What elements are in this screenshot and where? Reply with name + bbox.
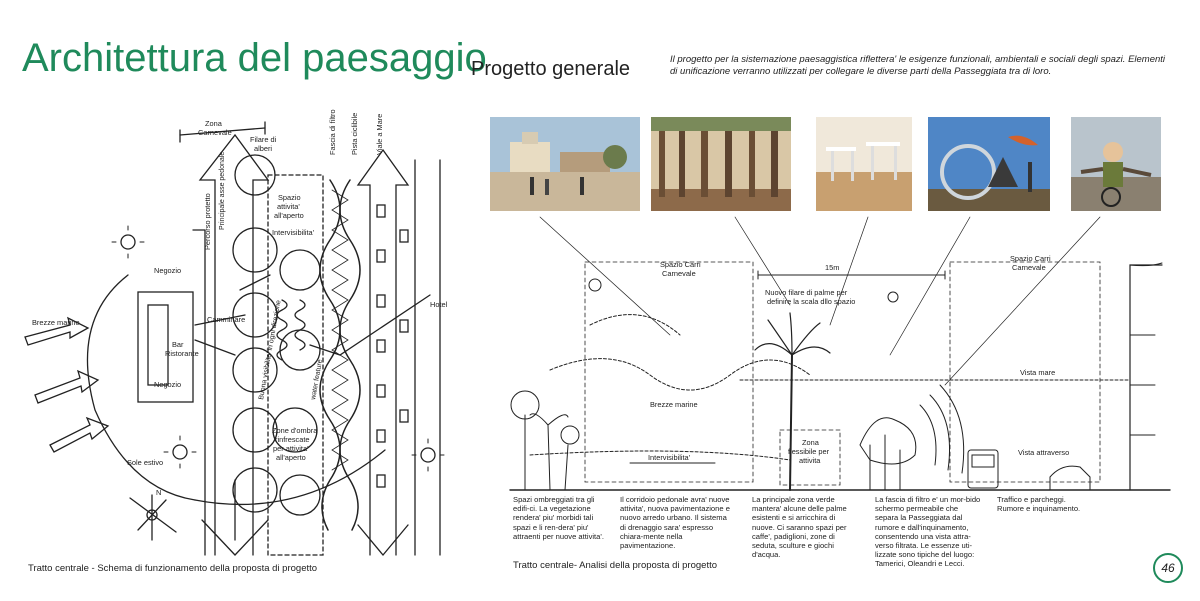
label-brezze: Brezze marine (650, 400, 698, 409)
label-nuovo-filare-2: definire la scala dllo spazio (767, 297, 856, 306)
note-1: Spazi ombreggiati tra gli edifi-ci. La vegetazione rendera' piu' morbidi tali spazi e li ren-dera' piu' attraenti per nuove attivita'. (513, 495, 604, 541)
label-carri-left-2: Carnevale (662, 269, 696, 278)
label-water: water feature (310, 358, 325, 401)
sun-icon (589, 279, 601, 291)
photo-cafe (816, 117, 912, 211)
photo-palms (651, 117, 791, 211)
plan-caption: Tratto centrale - Schema di funzionamento della proposta di progetto (28, 563, 318, 574)
label-alberi: alberi (254, 144, 273, 153)
label-hotel: Hotel (430, 300, 448, 309)
photo-bicycle (1071, 117, 1161, 211)
label-carri-right-1: Spazio Carri (1010, 254, 1051, 263)
label-ombra-4: all'aperto (276, 453, 306, 462)
label-vista-mare: Vista mare (1020, 368, 1056, 377)
label-spazio: Spazio (278, 193, 301, 202)
label-carri-left-1: Spazio Carri (660, 260, 701, 269)
label-attivita: attivita (799, 456, 821, 465)
label-attivita: attivita' (277, 202, 300, 211)
filter-vegetation (860, 418, 916, 464)
label-sole: Sole estivo (127, 458, 164, 467)
label-bar: Bar (172, 340, 184, 349)
label-camminare: Camminare (207, 315, 246, 324)
label-filare: Filare di (250, 135, 277, 144)
photo-sculpture (928, 117, 1050, 211)
section-caption: Tratto centrale- Analisi della proposta di progetto (513, 560, 718, 571)
label-nord: N (156, 488, 162, 497)
label-intervisibilita: Intervisibilita' (648, 453, 691, 462)
label-negozio-top: Negozio (154, 266, 182, 275)
label-ombra-1: Zone d'ombra (272, 426, 318, 435)
plan-sketch (10, 100, 480, 560)
label-zona: Zona (802, 438, 819, 447)
label-brezze: Brezze marine (32, 318, 80, 327)
building-right (1130, 265, 1162, 490)
palm-trunk (790, 355, 792, 490)
page-subtitle: Progetto generale (471, 58, 631, 80)
note-5: Traffico e parcheggi. Rumore e inquinamento. (997, 495, 1081, 514)
label-percorso: Percorso protetto (203, 193, 212, 250)
label-carnevale: Carnevale (198, 128, 232, 137)
page-number: 46 (1153, 553, 1183, 583)
label-ombra-2: rinfrescate (275, 435, 310, 444)
carnival-frame-left (585, 262, 753, 482)
note-4: La fascia di filtro e' un mor-bido schermo permeabile che separa la Passeggiata dal rumore e dall'inquinamento, consentendo una vista attra-verso filtrata. Le essenze uti-lizzate sono tipiche del luogo: Tamerici, Oleandri e Lecci. (875, 495, 981, 569)
photo-street (490, 117, 640, 211)
label-aperto: all'aperto (274, 211, 304, 220)
label-negozio-bottom: Negozio (154, 380, 182, 389)
label-flessibile: flessibile per (788, 447, 830, 456)
label-fascia: Fascia di filtro (328, 109, 337, 155)
label-ombra-3: per attivita' (273, 444, 309, 453)
label-15m: 15m (825, 263, 840, 272)
label-viale: Viale a Mare (375, 113, 384, 155)
label-intervisibilita: Intervisibilita' (272, 228, 315, 237)
sun-icon (121, 235, 135, 249)
label-visibilita: Buona visibilita' in ogni direzione (258, 299, 283, 401)
note-3: La principale zona verde mantera' alcune delle palme esistenti e si arricchira di nuove. Ci saranno spazi per caffe', padiglioni, zone di seduta, sculture e giochi d'acqua. (752, 495, 847, 560)
label-ristorante: Ristorante (165, 349, 199, 358)
car-icon (1050, 466, 1090, 490)
label-asse: Principale asse pedonale (219, 151, 226, 230)
label-carri-right-2: Carnevale (1012, 263, 1046, 272)
label-nuovo-filare-1: Nuovo filare di palme per (765, 288, 848, 297)
intro-text: Il progetto per la sistemazione paesaggistica riflettera' le esigenze funzionali, ambientali e sociali degli spazi. Elementi di unificazione verranno utilizzati per collegare le diverse parti della Passeggiata tra di loro. (670, 54, 1166, 77)
section-sketch (490, 205, 1180, 500)
page-title: Architettura del paesaggio (22, 36, 487, 80)
label-pista: Pista ciclibile (350, 112, 359, 155)
label-vista-attraverso: Vista attraverso (1018, 448, 1070, 457)
label-zona: Zona (205, 119, 222, 128)
note-2: Il corridoio pedonale avra' nuove attivita', nuova pavimentazione e nuovo arredo urbano. Il sistema di drenaggio sara' espresso chiara-mente nella pavimentazione. (620, 495, 730, 551)
